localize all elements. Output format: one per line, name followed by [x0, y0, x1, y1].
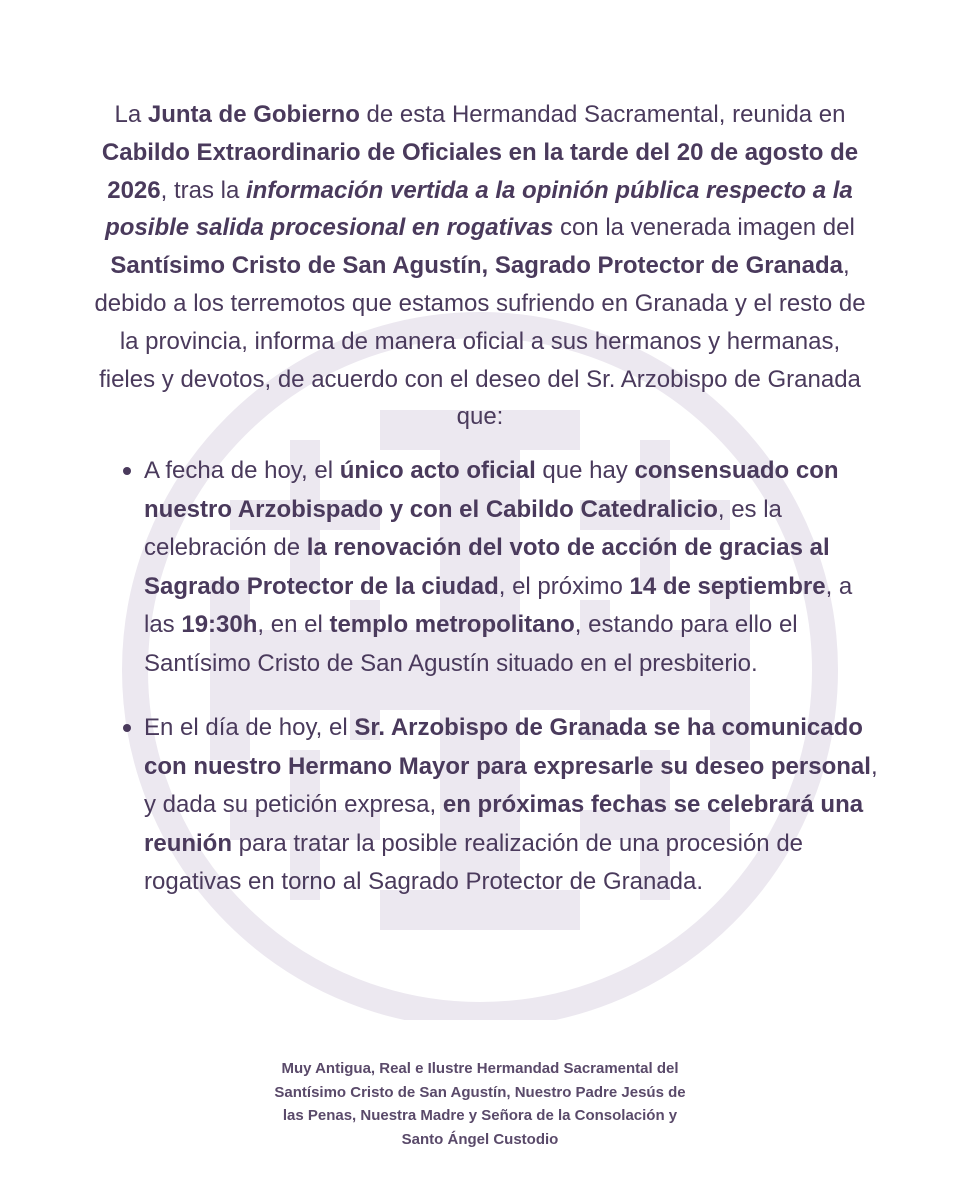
announcement-intro-paragraph: La Junta de Gobierno de esta Hermandad Sacramental, reunida en Cabildo Extraordinario de Oficiales en la tarde del 20 de agosto de 2026, tras la información vertida a la opinión pública respecto a la posible salida procesional en rogativas con la venerada imagen del Santísimo Cristo de San Agustín, Sagrado Protector de Granada, debido a los terremotos que estamos sufriendo en Granada y el resto de la provincia, informa de manera oficial a sus hermanos y hermanas, fieles y devotos, de acuerdo con el deseo del Sr. Arzobispo de Granada que:	[94, 101, 866, 431]
announcement-bullet-list	[118, 452, 878, 902]
bullet-item-official-act: A fecha de hoy, el único acto oficial que hay consensuado con nuestro Arzobispado y con el Cabildo Catedralicio, es la celebración de la renovación del voto de acción de gracias al Sagrado Protector de la ciudad, el próximo 14 de septiembre, a las 19:30h, en el templo metropolitano, estando para ello el Santísimo Cristo de San Agustín situado en el presbiterio.	[118, 452, 878, 683]
bullet-item-archbishop-meeting: En el día de hoy, el Sr. Arzobispo de Granada se ha comunicado con nuestro Hermano Mayor para expresarle su deseo personal, y dada su petición expresa, en próximas fechas se celebrará una reunión para tratar la posible realización de una procesión de rogativas en torno al Sagrado Protector de Granada.	[118, 709, 878, 902]
brotherhood-signature-footer: Muy Antigua, Real e Ilustre Hermandad Sacramental del Santísimo Cristo de San Agustín, Nuestro Padre Jesús de las Penas, Nuestra Madre y Señora de la Consolación y Santo Ángel Custodio	[274, 1060, 686, 1148]
